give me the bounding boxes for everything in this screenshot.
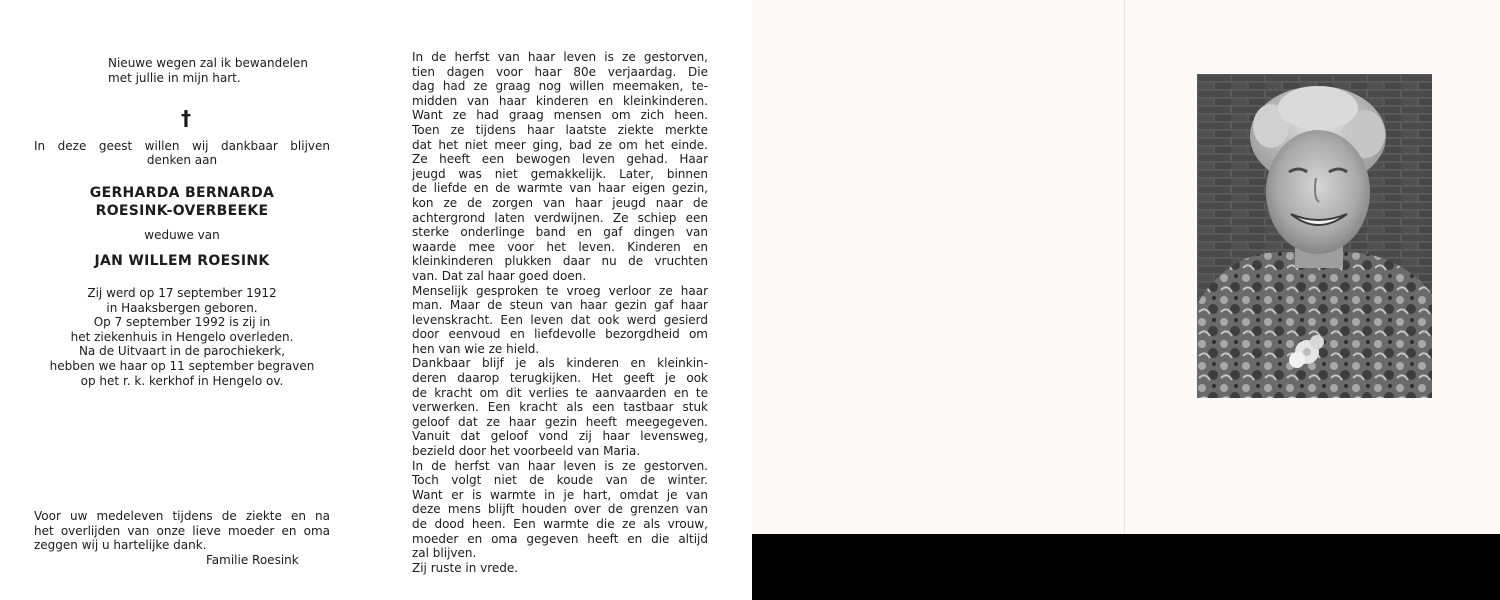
memorial-text-line: geloof dat ze haar gezin heeft meegegeven. <box>412 414 708 429</box>
detail-line: hebben we haar op 11 september begraven <box>49 358 315 373</box>
detail-line: Na de Uitvaart in de parochiekerk, <box>78 344 286 359</box>
life-details <box>34 286 330 388</box>
scan-black-border <box>752 534 1500 600</box>
thanks-line: Voor uw medeleven tijdens de ziekte en na <box>34 509 330 523</box>
memorial-text-line: Want er is warmte in je hart, omdat je van <box>412 487 708 502</box>
detail-line: het ziekenhuis in Hengelo overleden. <box>70 329 294 344</box>
memorial-text-line: door eenvoud en liefdevolle bezorgdheid om <box>412 327 708 342</box>
face <box>1266 130 1370 254</box>
memorial-text-line: In de herfst van haar leven is ze gestorven. <box>412 458 708 473</box>
floral-dress <box>1197 252 1432 398</box>
deceased-name <box>34 184 330 220</box>
memorial-text-line: jeugd was niet gemakkelijk. Later, binnen <box>412 166 708 181</box>
memorial-text-line: kleinkinderen plukken daar nu de vruchten <box>412 254 708 269</box>
memorial-text-line: bezield door het voorbeeld van Maria. <box>412 444 641 459</box>
detail-line: Op 7 september 1992 is zij in <box>93 315 271 330</box>
detail-line: op het r. k. kerkhof in Hengelo ov. <box>80 373 284 388</box>
memorial-text-line: In de herfst van haar leven is ze gestorven, <box>412 50 708 64</box>
thanks-line: het overlijden van onze lieve moeder en oma <box>34 523 330 538</box>
memorial-text-line: kon ze de zorgen van haar jeugd naar de <box>412 195 708 210</box>
memorial-text-line: Menselijk gesproken te vroeg verloor ze haar <box>412 283 708 298</box>
family-signature: Familie Roesink <box>206 553 299 567</box>
memorial-text-line: moeder en oma gegeven heeft en die altijd <box>412 531 708 546</box>
cross-icon: † <box>181 106 191 130</box>
thanks-line: zeggen wij u hartelijke dank. <box>34 538 207 553</box>
memorial-text-line: deze mens blijft houden over de grenzen van <box>412 502 708 517</box>
memorial-text-line: dat het niet meer ging, bad ze om het einde. <box>412 137 708 152</box>
memorial-text-line: man. Maar de steun van haar gezin gaf haar <box>412 298 708 313</box>
memorial-text <box>412 50 708 575</box>
detail-line: in Haaksbergen geboren. <box>106 300 258 315</box>
memorial-text-line: deren daarop terugkijken. Het geeft je ook <box>412 371 708 386</box>
memorial-text-line: verwerken. Een kracht als een tastbaar stuk <box>412 400 708 415</box>
memorial-text-line: achtergrond laten verdwijnen. Ze schiep een <box>412 210 708 225</box>
poem-line: met jullie in mijn hart. <box>108 70 241 85</box>
thanks-note <box>34 509 330 553</box>
portrait-photo <box>1197 74 1432 398</box>
card-fold-line <box>1124 0 1125 534</box>
poem <box>108 56 368 85</box>
memorial-text-line: tien dagen voor haar 80e verjaardag. Die <box>412 64 708 79</box>
intro-line: In deze geest willen wij dankbaar blijven <box>34 139 330 153</box>
memorial-text-line: Want ze had graag mensen om zich heen. <box>412 108 708 123</box>
memorial-text-line: zal blijven. <box>412 546 477 561</box>
memorial-text-line: levenskracht. Een leven dat ook werd gesierd <box>412 312 708 327</box>
memorial-text-line: Zij ruste in vrede. <box>412 560 519 575</box>
widow-of-label: weduwe van <box>144 228 220 242</box>
memorial-text-line: dag had ze graag nog willen meemaken, te- <box>412 79 708 94</box>
intro-line: denken aan <box>146 153 218 167</box>
memorial-text-line: de kracht om dit verlies te aanvaarden en te <box>412 385 708 400</box>
memorial-text-line: Vanuit dat geloof vond zij haar levensweg, <box>412 429 708 444</box>
memorial-text-line: Ze heeft een bewogen leven gehad. Haar <box>412 152 708 167</box>
memorial-text-line: de dood heen. Een warmte die ze als vrouw, <box>412 517 708 531</box>
memorial-text-line: Dankbaar blijf je als kinderen en kleinkin- <box>412 356 708 371</box>
memorial-text-line: Toen ze tijdens haar laatste ziekte merkte <box>412 122 708 137</box>
memorial-text-line: Toch volgt niet de koude van de winter. <box>412 473 708 488</box>
memorial-text-line: van. Dat zal haar goed doen. <box>412 268 587 283</box>
memorial-text-line: waarde mee voor het leven. Kinderen en <box>412 239 708 254</box>
memorial-text-line: sterke onderlinge band en gaf dingen van <box>412 225 708 240</box>
memorial-text-line: de liefde en de warmte van haar eigen gezin, <box>412 181 708 196</box>
poem-line: Nieuwe wegen zal ik bewandelen <box>108 56 308 70</box>
memorial-text-line: midden van haar kinderen en kleinkinderen. <box>412 93 708 108</box>
deceased-surname: ROESINK-OVERBEEKE <box>95 203 269 219</box>
detail-line: Zij werd op 17 september 1912 <box>87 286 277 300</box>
memorial-text-line: hen van wie ze hield. <box>412 341 540 356</box>
husband-name: JAN WILLEM ROESINK <box>94 253 270 269</box>
deceased-first-names: GERHARDA BERNARDA <box>89 185 275 201</box>
